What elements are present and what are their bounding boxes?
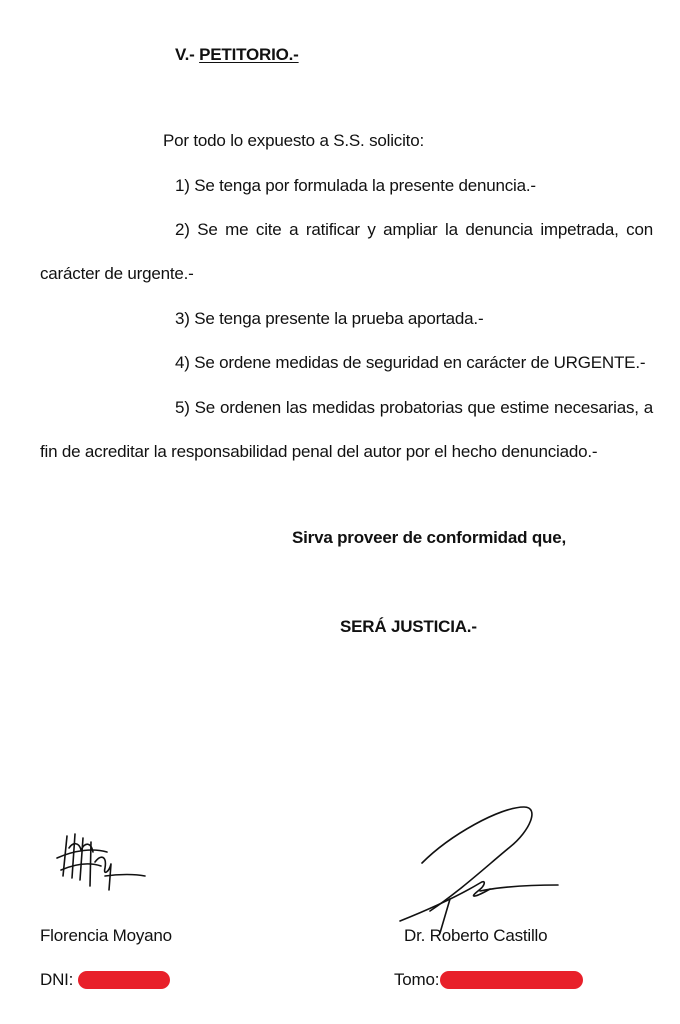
signatory-right-name: Dr. Roberto Castillo <box>404 926 548 945</box>
closing-justice: SERÁ JUSTICIA.- <box>340 617 477 636</box>
intro-text: Por todo lo expuesto a S.S. solicito: <box>163 131 424 150</box>
signatory-left-id-label: DNI: <box>40 970 74 989</box>
signature-left-image <box>45 828 155 900</box>
closing-request: Sirva proveer de conformidad que, <box>292 528 566 547</box>
section-number: V.- <box>175 45 195 64</box>
petition-item-5: 5) Se ordenen las medidas probatorias que estime necesarias, a <box>175 398 653 417</box>
signature-right-image <box>390 795 570 935</box>
redaction-bar-dni <box>78 971 170 989</box>
section-heading <box>175 44 299 66</box>
redaction-bar-tomo <box>440 971 583 989</box>
signatory-left-name: Florencia Moyano <box>40 926 172 945</box>
petition-item-2-continued: carácter de urgente.- <box>40 264 194 283</box>
signatory-right-id-label: Tomo: <box>394 970 440 989</box>
petition-item-3: 3) Se tenga presente la prueba aportada.- <box>175 309 484 328</box>
petition-item-1: 1) Se tenga por formulada la presente denuncia.- <box>175 176 536 195</box>
petition-item-4: 4) Se ordene medidas de seguridad en carácter de URGENTE.- <box>175 353 646 372</box>
petition-item-2: 2) Se me cite a ratificar y ampliar la denuncia impetrada, con <box>175 220 653 239</box>
petition-item-5-continued: fin de acreditar la responsabilidad penal del autor por el hecho denunciado.- <box>40 442 598 461</box>
section-title: PETITORIO.- <box>199 45 299 64</box>
